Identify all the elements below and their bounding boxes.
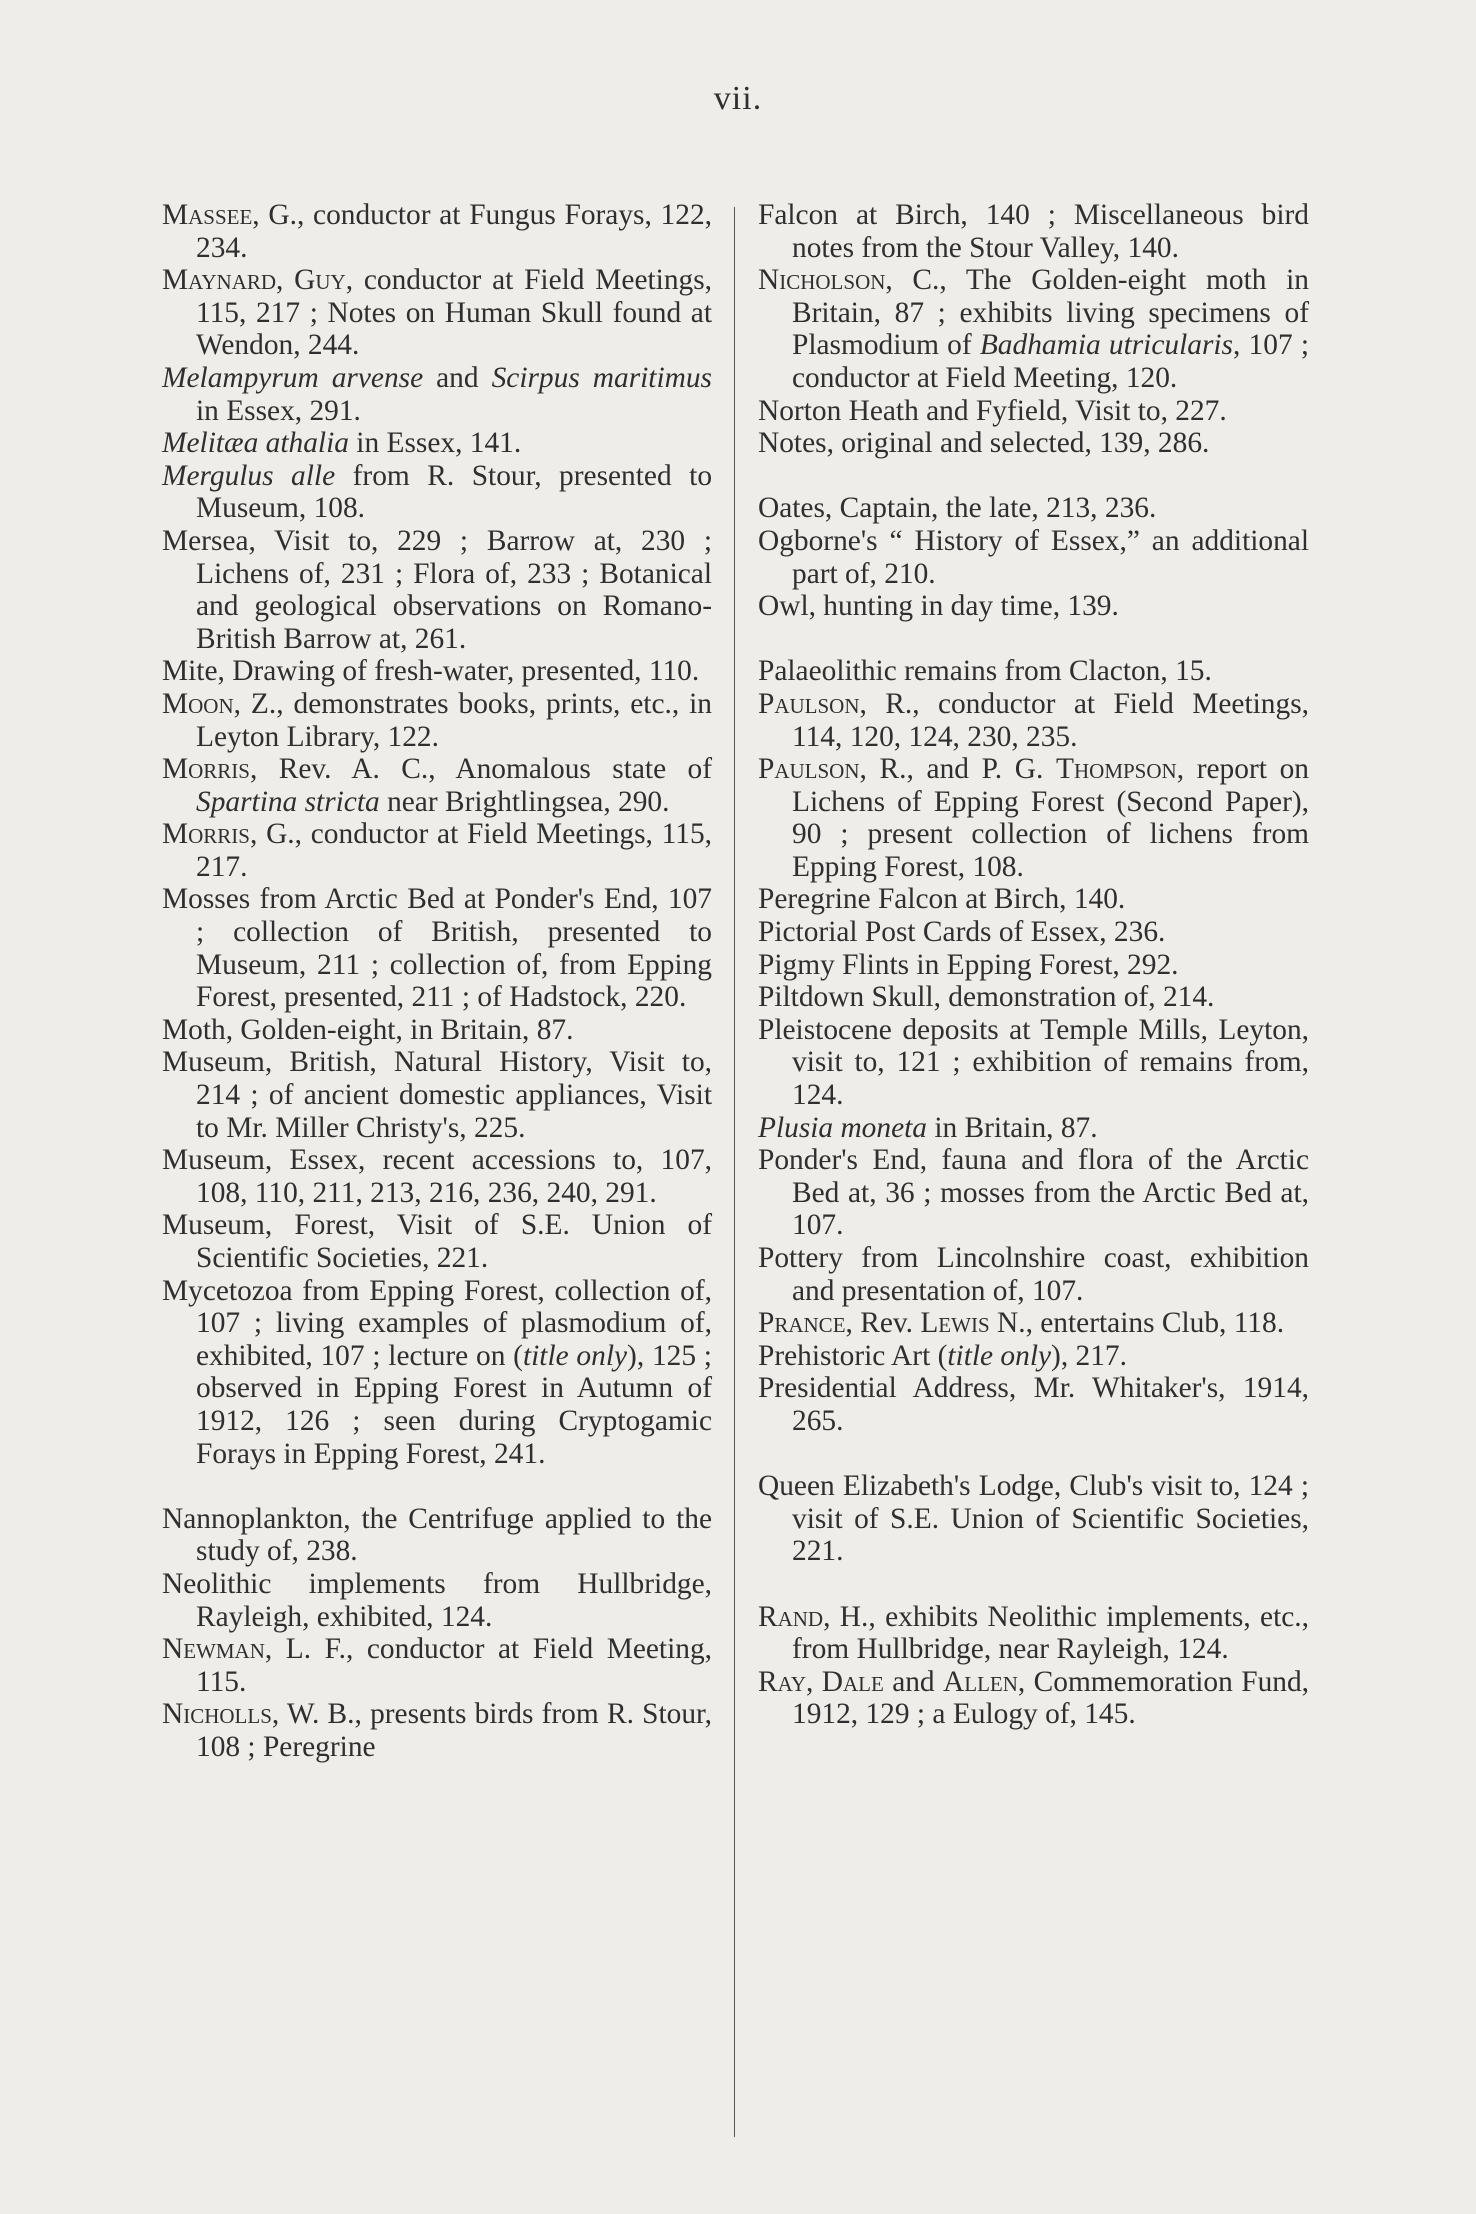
index-entry [162,1144,712,1209]
index-entry [162,1209,712,1274]
italic-term: title only [947,1339,1052,1372]
small-caps-name: Ray, Dale [758,1665,884,1698]
entry-text: Piltdown Skull, demonstration of, 214. [758,981,1215,1014]
italic-term: Scirpus maritimus [491,361,712,394]
column-divider [734,207,735,2137]
italic-term: Melampyrum arvense [162,361,424,394]
index-entry [758,199,1309,264]
entry-text: ), 125 ; observed in Epping Forest in Autumn of 1912, 126 ; seen during Cryptogamic Forays in Epping Forest, 241. [196,1339,712,1470]
entry-text: Mite, Drawing of fresh-water, presented, 110. [162,655,700,688]
index-entry [758,427,1309,460]
small-caps-name: Moon, Z. [162,687,277,720]
entry-text: Notes, original and selected, 139, 286. [758,427,1210,460]
small-caps-name: Thompson [1056,753,1177,786]
entry-text: Ogborne's “ History of Essex,” an additional part of, 210. [758,524,1309,590]
italic-term: Melitæa athalia [162,427,349,460]
entry-text: Mosses from Arctic Bed at Ponder's End, 107 ; collection of British, presented to Museum, 211 ; collection of, from Epping Forest, presented, 211 ; of Hadstock, 220. [162,883,712,1014]
index-entry [758,688,1309,753]
index-entry [758,395,1309,428]
entry-text: Queen Elizabeth's Lodge, Club's visit to, 124 ; visit of S.E. Union of Scientific Societies, 221. [758,1470,1309,1568]
index-entry [758,655,1309,688]
index-entry [758,753,1309,883]
entry-text: Nannoplankton, the Centrifuge applied to the study of, 238. [162,1502,712,1568]
small-caps-name: Prance [758,1307,846,1340]
entry-text: Pictorial Post Cards of Essex, 236. [758,916,1166,949]
small-caps-name: Morris, G. [162,818,295,851]
entry-text: , conductor at Field Meeting, 115. [196,1633,712,1698]
entry-text: Ponder's End, fauna and flora of the Arctic Bed at, 36 ; mosses from the Arctic Bed at, 107. [758,1144,1309,1242]
index-entry [162,362,712,427]
italic-term: title only [522,1339,628,1372]
entry-text: , Commemoration Fund, 1912, 129 ; a Eulogy of, 145. [792,1665,1309,1731]
italic-term: Spartina stricta [196,785,380,818]
entry-text: in Essex, 141. [348,427,522,460]
index-entry [758,916,1309,949]
index-entry [162,1503,712,1568]
index-entry [758,1014,1309,1112]
entry-text: , Rev. A. C., Anomalous state of [250,753,712,786]
entry-text: Pottery from Lincolnshire coast, exhibition and presentation of, 107. [758,1242,1309,1307]
index-entry [758,492,1309,525]
entry-text: , and P. G. [906,753,1057,786]
page-number: vii. [713,80,763,117]
entry-text: , conductor at Fungus Forays, 122, 234. [196,199,712,264]
entry-text: and [883,1665,944,1698]
entry-text: , conductor at Field Meetings, 115, 217 ; Notes on Human Skull found at Wendon, 244. [196,264,712,362]
index-entry [162,427,712,460]
small-caps-name: Maynard, Guy [162,264,346,297]
entry-text: , report on Lichens of Epping Forest (Second Paper), 90 ; present collection of lichens from Epping Forest, 108. [792,753,1309,883]
index-entry [758,949,1309,982]
small-caps-name: Morris [162,753,250,786]
entry-text: Moth, Golden-eight, in Britain, 87. [162,1013,574,1046]
entry-text: Presidential Address, Mr. Whitaker's, 1914, 265. [758,1372,1309,1437]
index-entry [758,1242,1309,1307]
index-entry [758,1601,1309,1666]
italic-term: Mergulus alle [162,459,336,492]
entry-text: Museum, Forest, Visit of S.E. Union of Scientific Societies, 221. [162,1209,712,1274]
small-caps-name: Paulson, R. [758,753,907,786]
entry-text: , 107 ; conductor at Field Meeting, 120. [792,329,1310,394]
entry-text: , demonstrates books, prints, etc., in Leyton Library, 122. [196,687,712,753]
index-entry [162,1046,712,1144]
index-entry [758,1372,1309,1437]
entry-text: near Brightlingsea, 290. [379,785,670,818]
index-entry [758,1666,1309,1731]
entry-text: , Rev. [845,1307,921,1340]
entry-text: Museum, Essex, recent accessions to, 107, 108, 110, 211, 213, 216, 236, 240, 291. [162,1144,712,1209]
index-entry [758,264,1309,394]
index-entry [758,1144,1309,1242]
entry-text: Mersea, Visit to, 229 ; Barrow at, 230 ; Lichens of, 231 ; Flora of, 233 ; Botanical and geological observations on Romano-British Barrow at, 261. [162,524,712,655]
entry-text: from R. Stour, presented to Museum, 108. [196,459,713,525]
index-entry [162,1633,712,1698]
index-entry [162,883,712,1013]
entry-text: , The Golden-eight moth in Britain, 87 ; exhibits living specimens of Plasmodium of [792,264,1309,362]
small-caps-name: Nicholls, W. B. [162,1698,355,1731]
entry-text: Peregrine Falcon at Birch, 140. [758,883,1126,916]
entry-text: in Britain, 87. [926,1111,1098,1144]
index-entry [758,1340,1309,1373]
index-entry [758,1112,1309,1145]
entry-text: Oates, Captain, the late, 213, 236. [758,492,1157,525]
entry-text: , conductor at Field Meetings, 115, 217. [196,818,712,883]
index-column-left [162,199,712,1764]
entry-text: ), 217. [1051,1339,1127,1372]
index-entry [162,1014,712,1047]
index-entry [162,753,712,818]
small-caps-name: Allen [943,1665,1018,1698]
entry-text: Pigmy Flints in Epping Forest, 292. [758,948,1179,981]
index-entry [758,883,1309,916]
index-entry [758,525,1309,590]
index-entry [758,1307,1309,1340]
index-entry [162,264,712,362]
entry-text: , conductor at Field Meetings, 114, 120, 124, 230, 235. [792,687,1309,753]
entry-text: , exhibits Neolithic implements, etc., from Hullbridge, near Rayleigh, 124. [792,1600,1309,1666]
italic-term: Badhamia utricularis [979,329,1233,362]
index-entry [162,1568,712,1633]
small-caps-name: Massee, G. [162,199,297,231]
small-caps-name: Paulson, R. [758,687,913,720]
index-entry [162,525,712,655]
entry-text: Prehistoric Art ( [758,1339,948,1372]
entry-text: and [423,361,492,394]
index-entry [162,688,712,753]
index-column-right [758,199,1309,1731]
index-entry [162,655,712,688]
entry-text: in Essex, 291. [196,394,361,427]
entry-text: Owl, hunting in day time, 139. [758,590,1119,623]
index-entry [162,460,712,525]
index-entry [758,981,1309,1014]
small-caps-name: Newman, L. F. [162,1633,346,1666]
entry-text: Museum, British, Natural History, Visit to, 214 ; of ancient domestic appliances, Visit to Mr. Miller Christy's, 225. [162,1046,712,1144]
entry-text: Falcon at Birch, 140 ; Miscellaneous bird notes from the Stour Valley, 140. [758,199,1309,264]
index-entry [162,1698,712,1763]
entry-text: Mycetozoa from Epping Forest, collection of, 107 ; living examples of plasmodium of, exhibited, 107 ; lecture on ( [162,1274,712,1372]
small-caps-name: Nicholson, C. [758,264,940,297]
small-caps-name: Lewis N. [920,1307,1026,1340]
index-entry [758,1470,1309,1568]
entry-text: Pleistocene deposits at Temple Mills, Leyton, visit to, 121 ; exhibition of remains from, 124. [758,1013,1309,1112]
index-entry [162,1275,712,1471]
entry-text: Palaeolithic remains from Clacton, 15. [758,655,1212,688]
small-caps-name: Rand, H. [758,1600,869,1633]
italic-term: Plusia moneta [758,1111,927,1144]
entry-text: , presents birds from R. Stour, 108 ; Peregrine [196,1698,712,1763]
index-entry [162,818,712,883]
index-entry [162,199,712,264]
index-entry [758,590,1309,623]
entry-text: Norton Heath and Fyfield, Visit to, 227. [758,394,1227,427]
entry-text: , entertains Club, 118. [1025,1307,1285,1340]
entry-text: Neolithic implements from Hullbridge, Rayleigh, exhibited, 124. [162,1567,712,1633]
